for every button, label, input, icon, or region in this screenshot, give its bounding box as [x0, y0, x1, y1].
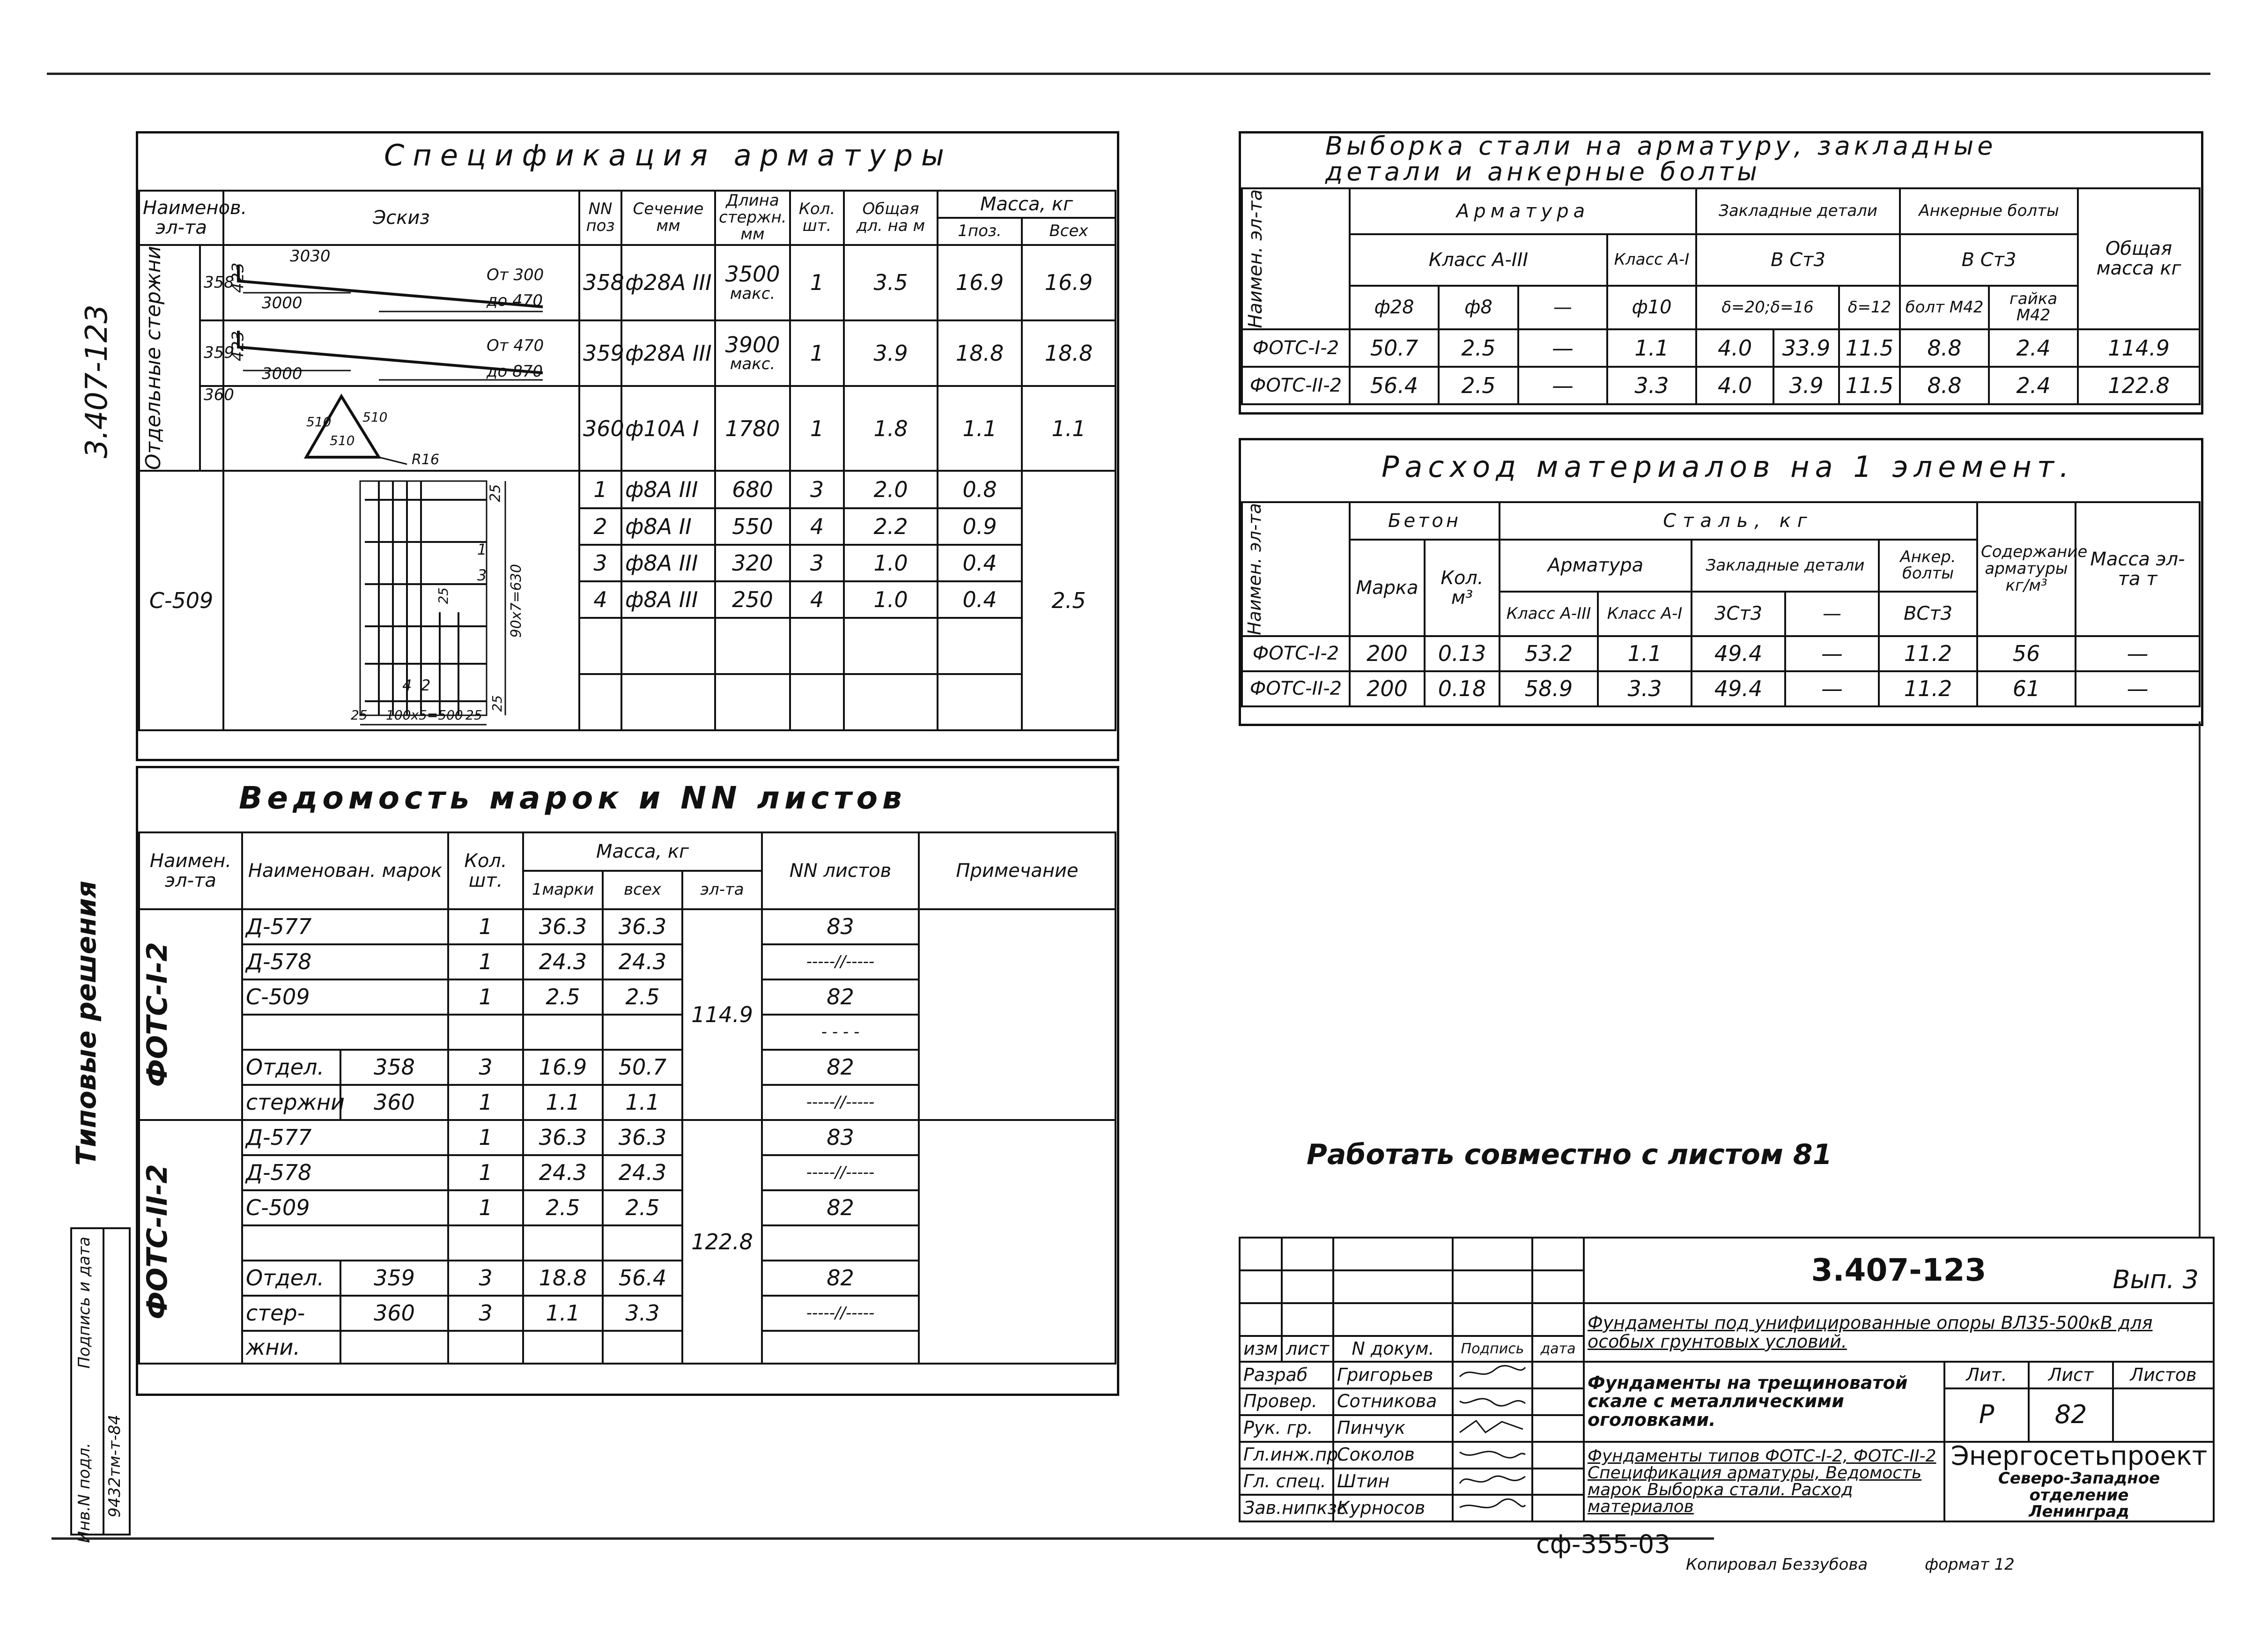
title-block — [1239, 1237, 2215, 1522]
mesh-pos-3-cell: 3 — [579, 545, 621, 581]
reg-h-mass: Масса, кг — [523, 832, 762, 871]
stamp-sheet-title: Фундаменты типов ФОТС-I-2, ФОТС-II-2 Спецификация арматуры, Ведомость марок Выборка стали. Расход материалов — [1584, 1442, 1944, 1522]
spec-row-pos-label: 358 — [200, 245, 223, 320]
stamp-signature — [1453, 1442, 1532, 1469]
reg-qty: 1 — [448, 1190, 523, 1225]
spec-massall-360: 1.1 — [1022, 386, 1116, 471]
footer-copied: Копировал Беззубова — [1686, 1555, 1868, 1574]
spec-h-mass-pos: 1поз. — [938, 218, 1022, 245]
reg-qty — [448, 1225, 523, 1261]
reg-all: 24.3 — [603, 944, 682, 979]
reg-all — [603, 1225, 682, 1261]
stamp-col-list: лист — [1282, 1336, 1333, 1362]
mesh-mass-3: 0.4 — [938, 545, 1022, 581]
reg-sheet: -----//----- — [762, 1085, 919, 1120]
reg-mark: стержни — [242, 1085, 340, 1120]
stamp-person: Штин — [1333, 1469, 1453, 1495]
reg-per: 1.1 — [523, 1296, 603, 1331]
mesh-qty-2: 4 — [790, 508, 844, 545]
spec-sketch-359 — [223, 320, 579, 386]
reg-all: 24.3 — [603, 1155, 682, 1190]
steel-h-rebar: Арматура — [1350, 188, 1696, 234]
steel-h-embedded: Закладные детали — [1696, 188, 1900, 234]
spec-total-359: 3.9 — [844, 320, 938, 386]
stamp-code: 3.407-123 — [1811, 1252, 1987, 1289]
stamp-role: Рук. гр. — [1240, 1415, 1333, 1442]
cons-h-name: Наимен. эл-та — [1242, 502, 1350, 636]
reg-per — [523, 1015, 603, 1050]
spec-h-mass: Масса, кг — [938, 191, 1116, 218]
stamp-person: Григорьев — [1333, 1362, 1453, 1388]
stamp-sheets-label: Листов — [2113, 1362, 2214, 1388]
cons-h-content: Содержание арматуры кг/м³ — [1977, 502, 2076, 636]
mesh-section-1: ф8А III — [621, 471, 715, 508]
cons-h-st3: 3Ст3 — [1692, 592, 1785, 636]
reg-mark: Отдел. — [242, 1261, 340, 1296]
reg-h-mark: Наименован. марок — [242, 832, 448, 909]
reg-sheet — [762, 1225, 919, 1261]
steel-row-2: ФОТС-II-2 56.4 2.5 — 3.3 4.0 3.9 11.5 8.8 2.4 122.8 — [1242, 367, 2200, 404]
cons-h-rebar: Арматура — [1500, 540, 1692, 592]
reg-mark: Д-578 — [242, 944, 448, 979]
reg-qty: 1 — [448, 1085, 523, 1120]
signature-1 — [1457, 1363, 1528, 1384]
bar-359-a: 423 — [229, 331, 248, 362]
reg-sheet — [762, 1331, 919, 1364]
stamp-role: Гл.инж.пр. — [1240, 1442, 1333, 1469]
stamp-sheet-value: 82 — [2029, 1388, 2113, 1442]
steel-row-1: ФОТС-I-2 50.7 2.5 — 1.1 4.0 33.9 11.5 8.8 2.4 114.9 — [1242, 329, 2200, 367]
reg-group-1-total: 114.9 — [682, 909, 762, 1120]
stamp-person: Соколов — [1333, 1442, 1453, 1469]
steel-h-name: Наимен. эл-та — [1242, 188, 1350, 329]
reg-sheet: 82 — [762, 1190, 919, 1225]
stamp-signature — [1453, 1469, 1532, 1495]
steel-h-class-a3: Класс А-III — [1350, 234, 1607, 286]
reg-per — [523, 1225, 603, 1261]
spec-pos-358: 358 — [579, 245, 621, 320]
sign-label: Подпись и дата — [75, 1237, 94, 1369]
reg-sheet: 83 — [762, 909, 919, 944]
mesh-mass-1: 0.8 — [938, 471, 1022, 508]
mesh-qty-3: 3 — [790, 545, 844, 581]
mesh-total-2: 2.2 — [844, 508, 938, 545]
reg-sub — [340, 1331, 448, 1364]
steel-h-d28: ф28 — [1350, 286, 1439, 329]
mesh-pos-4-cell: 4 — [579, 581, 621, 618]
cons-row-1: ФОТС-I-2 200 0.13 53.2 1.1 49.4 — 11.2 56 — — [1242, 636, 2200, 671]
stamp-issue: Вып. 3 — [2113, 1265, 2199, 1294]
bar-358-c: 3000 — [262, 294, 303, 312]
reg-qty: 1 — [448, 909, 523, 944]
mesh-mass-4: 0.4 — [938, 581, 1022, 618]
stamp-sheet-label: Лист — [2029, 1362, 2113, 1388]
cons-h-a3: Класс А-III — [1500, 592, 1598, 636]
stamp-col-izm: изм — [1240, 1336, 1282, 1362]
steel-h-d8: ф8 — [1439, 286, 1518, 329]
reg-all: 36.3 — [603, 1120, 682, 1155]
reg-sheet: 82 — [762, 979, 919, 1015]
reg-per: 36.3 — [523, 1120, 603, 1155]
reg-all: 3.3 — [603, 1296, 682, 1331]
reg-qty: 3 — [448, 1050, 523, 1085]
spec-group-label: Отдельные стержни — [141, 246, 165, 470]
spec-masspos-358: 16.9 — [938, 245, 1022, 320]
reg-per: 1.1 — [523, 1085, 603, 1120]
stamp-signature — [1453, 1415, 1532, 1442]
spec-sketch-360 — [223, 386, 579, 471]
mesh-section-4: ф8А III — [621, 581, 715, 618]
reg-h-name: Наимен. эл-та — [139, 832, 242, 909]
mesh-total-3: 1.0 — [844, 545, 938, 581]
mesh-section-3: ф8А III — [621, 545, 715, 581]
footer-code: сф-355-03 — [1536, 1529, 1670, 1559]
top-rule — [47, 73, 2210, 75]
reg-per: 36.3 — [523, 909, 603, 944]
steel-h-nut: гайка М42 — [1989, 286, 2078, 329]
stamp-org-sub-2: Ленинград — [2029, 1502, 2129, 1521]
reg-qty: 1 — [448, 1155, 523, 1190]
mesh-pos-1: 1 — [477, 541, 487, 559]
mesh-dim-f: 25 — [351, 707, 368, 723]
spec-h-mass-all: Всех — [1022, 218, 1116, 245]
spec-total-360: 1.8 — [844, 386, 938, 471]
steel-h-st3: В Ст3 — [1696, 234, 1900, 286]
mesh-length-2: 550 — [715, 508, 790, 545]
spec-pos-360: 360 — [579, 386, 621, 471]
reg-all: 56.4 — [603, 1261, 682, 1296]
stamp-col-ndoc: N докум. — [1333, 1336, 1453, 1362]
spec-section-359: ф28А III — [621, 320, 715, 386]
bar-360-c: 510 — [330, 433, 355, 449]
mesh-pos-2: 2 — [421, 676, 431, 695]
stamp-col-date: дата — [1532, 1336, 1584, 1362]
spec-h-total-len: Общая дл. на м — [844, 191, 938, 245]
reg-qty — [448, 1331, 523, 1364]
consumption-table — [1241, 501, 2201, 707]
spec-table — [138, 190, 1116, 731]
footer-format: формат 12 — [1925, 1555, 2015, 1574]
bar-360-d: R16 — [412, 452, 440, 468]
reg-mark — [242, 1225, 448, 1261]
stamp-role: Зав.нипкзс — [1240, 1495, 1333, 1521]
steel-h-class-a1: Класс А-I — [1607, 234, 1696, 286]
reg-all — [603, 1331, 682, 1364]
stamp-col-sign: Подпись — [1453, 1336, 1532, 1362]
stamp-person: Сотникова — [1333, 1388, 1453, 1415]
reg-all: 50.7 — [603, 1050, 682, 1085]
reg-mark: жни. — [242, 1331, 340, 1364]
reg-group-2: ФОТС-II-2 — [139, 1120, 242, 1364]
spec-length-360: 1780 — [715, 386, 790, 471]
bar-359-b: 3000 — [262, 364, 303, 383]
bottom-rule — [52, 1537, 1714, 1540]
reg-h-all: всех — [603, 871, 682, 909]
reg-sheet: - - - - — [762, 1015, 919, 1050]
reg-mark: Отдел. — [242, 1050, 340, 1085]
reg-h-sheets: NN листов — [762, 832, 919, 909]
spec-length-358: 3500 макс. — [715, 245, 790, 320]
reg-all — [603, 1015, 682, 1050]
mesh-mass-2: 0.9 — [938, 508, 1022, 545]
mesh-pos-2-cell: 2 — [579, 508, 621, 545]
reg-sheet: 82 — [762, 1261, 919, 1296]
reg-mark: Д-577 — [242, 1120, 448, 1155]
signature-6 — [1457, 1496, 1528, 1517]
reg-mark: стер- — [242, 1296, 340, 1331]
cons-h-st3b: ВСт3 — [1879, 592, 1977, 636]
mesh-length-1: 680 — [715, 471, 790, 508]
mesh-dim-g: 25 — [465, 707, 482, 723]
steel-h-total: Общая масса кг — [2078, 188, 2200, 329]
reg-h-note: Примечание — [919, 832, 1116, 909]
reg-sheet: 83 — [762, 1120, 919, 1155]
mesh-dim-e: 100х5=500 — [386, 707, 463, 723]
spec-mesh-name: С-509 — [139, 471, 223, 730]
spec-h-length: Длина стержн. мм — [715, 191, 790, 245]
mesh-section-2: ф8А II — [621, 508, 715, 545]
spec-pos-359: 359 — [579, 320, 621, 386]
spec-massall-359: 18.8 — [1022, 320, 1116, 386]
spec-h-section: Сечение мм — [621, 191, 715, 245]
reg-mark — [242, 1015, 448, 1050]
reg-group-2-total: 122.8 — [682, 1120, 762, 1364]
stamp-role: Гл. спец. — [1240, 1469, 1333, 1495]
bar-360-b: 510 — [362, 409, 388, 425]
reg-sheet: -----//----- — [762, 1155, 919, 1190]
reg-per: 24.3 — [523, 944, 603, 979]
reg-all: 2.5 — [603, 1190, 682, 1225]
stamp-project: Фундаменты под унифицированные опоры ВЛ35-500кВ для особых грунтовых условий. — [1584, 1303, 2214, 1362]
reg-qty: 1 — [448, 1120, 523, 1155]
reg-mark: Д-578 — [242, 1155, 448, 1190]
reg-note-2 — [919, 1120, 1116, 1364]
spec-title: Спецификация арматуры — [384, 138, 953, 172]
cons-h-dash: — — [1785, 592, 1879, 636]
stamp-lit-label: Лит. — [1944, 1362, 2029, 1388]
steel-h-dash: — — [1518, 286, 1607, 329]
reg-h-element: эл-та — [682, 871, 762, 909]
steel-h-s12: δ=12 — [1839, 286, 1900, 329]
cons-h-concrete: Бетон — [1350, 502, 1500, 540]
consumption-title: Расход материалов на 1 элемент. — [1381, 450, 2075, 484]
reg-h-qty: Кол. шт. — [448, 832, 523, 909]
mesh-pos-1-cell: 1 — [579, 471, 621, 508]
mesh-dim-d: 25 — [489, 695, 505, 712]
reg-sub: 359 — [340, 1261, 448, 1296]
cons-h-anchor: Анкер. болты — [1879, 540, 1977, 592]
spec-qty-360: 1 — [790, 386, 844, 471]
reg-per: 2.5 — [523, 979, 603, 1015]
bar-358-b: 3030 — [290, 247, 331, 266]
spec-mesh-sketch — [223, 471, 579, 730]
mesh-pos-3: 3 — [477, 566, 487, 585]
inv-label: Инв.N подл. — [75, 1443, 94, 1543]
signature-4 — [1457, 1443, 1528, 1464]
reg-per: 24.3 — [523, 1155, 603, 1190]
spec-row-pos-label: 359 — [200, 320, 223, 386]
reg-h-per: 1марки — [523, 871, 603, 909]
cons-row-2: ФОТС-II-2 200 0.18 58.9 3.3 49.4 — 11.2 61 — — [1242, 671, 2200, 706]
spec-h-qty: Кол. шт. — [790, 191, 844, 245]
cons-h-grade: Марка — [1350, 540, 1425, 636]
mesh-pos-4: 4 — [402, 676, 412, 695]
reg-mark: С-509 — [242, 1190, 448, 1225]
reg-qty — [448, 1015, 523, 1050]
register-table — [138, 831, 1116, 1365]
mesh-qty-1: 3 — [790, 471, 844, 508]
steel-h-s2016: δ=20;δ=16 — [1696, 286, 1839, 329]
stamp-person: Курносов — [1333, 1495, 1453, 1521]
spec-row-pos-label: 360 — [200, 386, 223, 471]
reg-mark: С-509 — [242, 979, 448, 1015]
reg-per: 16.9 — [523, 1050, 603, 1085]
right-border — [2199, 721, 2201, 1237]
cons-h-mass: Масса эл-та т — [2076, 502, 2200, 636]
reg-per: 2.5 — [523, 1190, 603, 1225]
steel-h-anchor: Анкерные болты — [1900, 188, 2078, 234]
register-title: Ведомость марок и NN листов — [239, 780, 907, 816]
reg-qty: 1 — [448, 944, 523, 979]
bar-359-e: до 870 — [487, 362, 543, 381]
spec-sketch-358 — [223, 245, 579, 320]
cons-h-qty: Кол. м³ — [1425, 540, 1500, 636]
spec-qty-359: 1 — [790, 320, 844, 386]
mesh-mass-total: 2.5 — [1022, 471, 1116, 730]
stamp-org: Энергосетьпроект — [1950, 1441, 2208, 1472]
spec-section-360: ф10А I — [621, 386, 715, 471]
steel-title-2: детали и анкерные болты — [1325, 157, 1761, 186]
signature-2 — [1457, 1389, 1528, 1410]
spec-h-sketch: Эскиз — [223, 191, 579, 245]
stamp-signature — [1453, 1388, 1532, 1415]
reg-per: 18.8 — [523, 1261, 603, 1296]
reg-all: 36.3 — [603, 909, 682, 944]
mesh-dim-b: 90х7=630 — [508, 564, 525, 638]
reg-all: 1.1 — [603, 1085, 682, 1120]
bar-360-a: 510 — [306, 414, 332, 430]
spec-masspos-359: 18.8 — [938, 320, 1022, 386]
spec-h-name: Наименов. эл-та — [139, 191, 223, 245]
bar-359-d: От 470 — [487, 336, 544, 355]
mesh-qty-4: 4 — [790, 581, 844, 618]
signature-5 — [1457, 1469, 1528, 1491]
stamp-role: Разраб — [1240, 1362, 1333, 1388]
stamp-org-cell — [1944, 1442, 2214, 1522]
cons-h-embedded: Закладные детали — [1692, 540, 1879, 592]
stamp-role: Провер. — [1240, 1388, 1333, 1415]
doc-number-vertical: 3.407-123 — [80, 304, 114, 459]
stamp-code-cell — [1584, 1238, 2214, 1303]
spec-total-358: 3.5 — [844, 245, 938, 320]
reg-qty: 3 — [448, 1296, 523, 1331]
reg-sub: 360 — [340, 1085, 448, 1120]
steel-title-1: Выборка стали на арматуру, закладные — [1325, 131, 1997, 161]
reg-sheet: -----//----- — [762, 944, 919, 979]
reg-qty: 3 — [448, 1261, 523, 1296]
spec-qty-358: 1 — [790, 245, 844, 320]
cons-h-a1: Класс А-I — [1598, 592, 1692, 636]
spec-length-359: 3900 макс. — [715, 320, 790, 386]
reg-sheet: -----//----- — [762, 1296, 919, 1331]
spec-h-pos: NN поз — [579, 191, 621, 245]
signature-3 — [1457, 1416, 1528, 1437]
stamp-signature — [1453, 1362, 1532, 1388]
work-together-note: Работать совместно с листом 81 — [1307, 1138, 1832, 1171]
reg-sub: 358 — [340, 1050, 448, 1085]
reg-note-1 — [919, 909, 1116, 1120]
steel-table — [1241, 187, 2201, 405]
spec-masspos-360: 1.1 — [938, 386, 1022, 471]
mesh-dim-c: 25 — [436, 587, 451, 604]
bar-358-a: 423 — [229, 262, 248, 293]
spec-group — [139, 245, 200, 471]
spec-massall-358: 16.9 — [1022, 245, 1116, 320]
reg-qty: 1 — [448, 979, 523, 1015]
mesh-dim-a: 25 — [487, 484, 504, 503]
mesh-length-3: 320 — [715, 545, 790, 581]
stamp-signature — [1453, 1495, 1532, 1521]
stamp-sheets-value — [2113, 1388, 2214, 1442]
steel-h-bolt: болт М42 — [1900, 286, 1989, 329]
stamp-person: Пинчук — [1333, 1415, 1453, 1442]
steel-h-d10: ф10 — [1607, 286, 1696, 329]
reg-group-1: ФОТС-I-2 — [139, 909, 242, 1120]
mesh-length-4: 250 — [715, 581, 790, 618]
stamp-org-sub-1: Северо-Западное отделение — [1998, 1469, 2160, 1505]
stamp-section: Фундаменты на трещиноватой скале с металлическими оголовками. — [1584, 1362, 1944, 1442]
stamp-lit-value: Р — [1944, 1388, 2029, 1442]
series-label: Типовые решения — [70, 881, 102, 1166]
reg-mark: Д-577 — [242, 909, 448, 944]
bar-358-e: до 470 — [487, 291, 543, 310]
cons-h-steel: Сталь, кг — [1500, 502, 1977, 540]
spec-section-358: ф28А III — [621, 245, 715, 320]
reg-per — [523, 1331, 603, 1364]
mesh-total-4: 1.0 — [844, 581, 938, 618]
inv-value: 9432тм-т-84 — [105, 1415, 124, 1518]
bar-358-d: От 300 — [487, 266, 544, 284]
reg-all: 2.5 — [603, 979, 682, 1015]
reg-sheet: 82 — [762, 1050, 919, 1085]
steel-h-st3b: В Ст3 — [1900, 234, 2078, 286]
mesh-total-1: 2.0 — [844, 471, 938, 508]
reg-sub: 360 — [340, 1296, 448, 1331]
